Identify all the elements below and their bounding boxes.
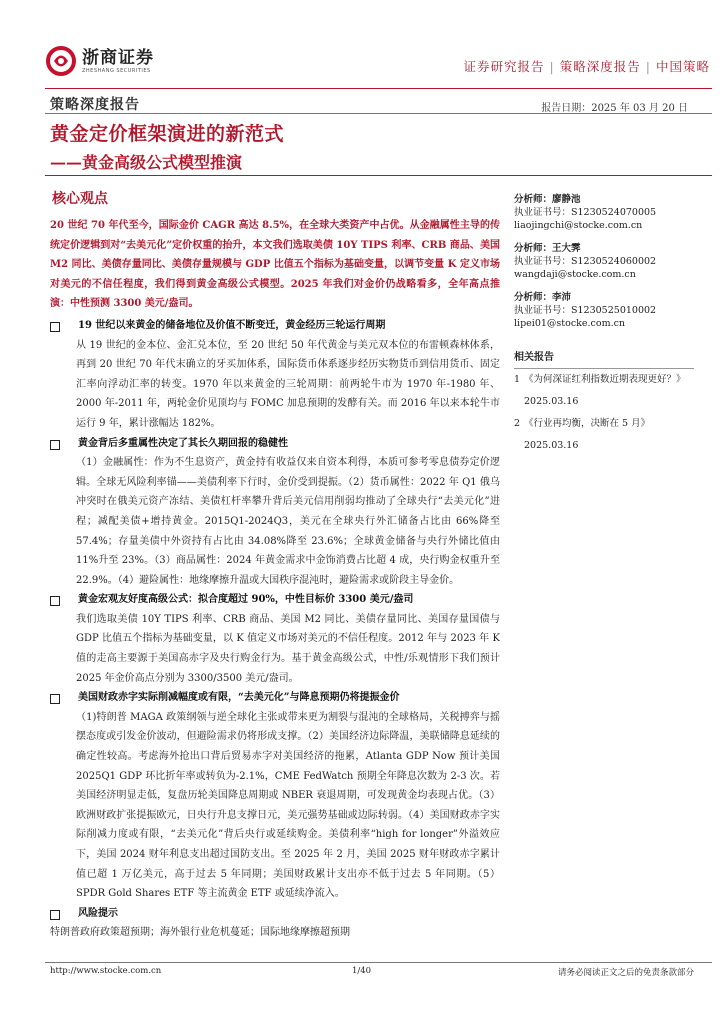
analyst-cert: 执业证书号：S1230525010002 <box>514 305 657 316</box>
bullet-point <box>50 688 500 708</box>
bullet-point <box>50 434 500 454</box>
risk-warning <box>50 904 500 924</box>
related-report-number: 1 <box>514 374 521 385</box>
bullet-title: 美国财政赤字实际削减幅度或有限，“去美元化”与降息预期仍将提振金价 <box>78 692 400 704</box>
report-date: 报告日期：2025 年 03 月 20 日 <box>541 103 688 114</box>
square-bullet-icon <box>50 910 60 920</box>
document-type: 策略深度报告 <box>50 97 140 113</box>
header-divider <box>45 88 712 89</box>
analyst-name: 分析师：王大霁 <box>514 243 581 254</box>
bullet-body: （1)特朗普 MAGA 政策纲领与逆全球化主张或带来更为割裂与混沌的全球格局，关税搏弈与摇摆态度或引发金价波动，但避险需求仍将形成支撑。（2）美国经济边际降温，美联储降息延续的确定性较高。考虑海外抢出口背后贸易赤字对美国经济的拖累，Atlanta GDP Now 预计美国 2025Q1 GDP 环比折年率或转负为-2.1%，CME FedWatch 预期全年降息次数为 2-3 次。若美国经济明显走低，复盘历轮美国降息周期或 NBER 衰退周期，可发现黄金均表现占优。（3）欧洲财政扩张提振欧元，日央行升息支撑日元，美元强势基础或边际转弱。（4）美国财政赤字实际削减力度或有限，“去美元化”背后央行或延续购金。美债利率“high for longer”外溢效应下，美国 2024 财年利息支出超过国防支出。至 2025 年 2 月，美国 2025 财年财政赤字累计值已超 1 万亿美元，高于过去 5 年同期；美国财政累计支出亦不低于过去 5 年同期。（5）SPDR Gold Shares ETF 等主流黄金 ETF 或延续净流入。 <box>76 711 500 900</box>
report-category-nav: 证券研究报告 | 策略深度报告 | 中国策略 <box>463 59 710 74</box>
nav-securities-research: 证券研究报告 <box>463 59 545 74</box>
square-bullet-icon <box>50 596 60 606</box>
footer-url[interactable]: http://www.stocke.com.cn <box>50 966 162 976</box>
analyst-card <box>514 193 694 232</box>
square-bullet-icon <box>50 322 60 332</box>
related-reports-heading: 相关报告 <box>514 348 694 369</box>
analyst-name: 分析师：李沛 <box>514 292 572 303</box>
sidebar <box>514 193 694 457</box>
related-report-date: 2025.03.16 <box>524 396 579 407</box>
related-report-item[interactable] <box>514 413 694 435</box>
logo-name-en: ZHESHANG SECURITIES <box>82 67 151 74</box>
footer-divider <box>45 962 712 963</box>
related-report-item[interactable] <box>514 369 694 391</box>
doctype-divider <box>45 113 712 114</box>
analyst-email[interactable]: liaojingchi@stocke.com.cn <box>514 220 643 231</box>
risk-warning-title: 风险提示 <box>78 907 118 919</box>
analyst-card <box>514 242 694 281</box>
core-views-heading: 核心观点 <box>52 191 108 207</box>
bullet-point <box>50 590 500 610</box>
bullet-title: 黄金宏观友好度高级公式：拟合度超过 90%，中性目标价 3300 美元/盎司 <box>78 594 414 606</box>
related-report-date: 2025.03.16 <box>524 440 579 451</box>
bullet-body: （1）金融属性：作为不生息资产，黄金持有收益仅来自资本利得，本质可参考零息债券定价逻辑。全球无风险利率锚——美债利率下行时，金价受到提振。（2）货币属性：2022 年 Q1 俄乌冲突时在俄美元资产冻结、美债杠杆率攀升背后美元信用削弱均推动了全球央行“去美元化”进程；减配美债+增持黄金。2015Q1-2024Q3，美元在全球央行外汇储备占比由 66%降至 57.4%；存量美债中外资持有占比由 34.08%降至 23.6%；全球黄金储备与央行外储比值由 11%升至 23%。（3）商品属性：2024 年黄金需求中金饰消费占比超 4 成，央行购金权重升至 22.9%。（4）避险属性：地缘摩擦升温或大国秩序混沌时，避险需求或阶段主导金价。 <box>76 457 500 586</box>
related-report-title[interactable]: 《行业再均衡，决断在 5 月》 <box>524 418 651 429</box>
related-report-number: 2 <box>514 418 521 429</box>
summary-paragraph: 20 世纪 70 年代至今，国际金价 CAGR 高达 8.5%，在全球大类资产中占优。从金融属性主导的传统定价逻辑到对“去美元化”定价权重的抬升，本文我们选取美债 10Y TIPS 利率、CRB 商品、美国 M2 同比、美债存量同比、美债存量规模与 GDP 比值五个指标为基础变量，以调节变量 K 定义市场对美元的不信任程度，我们得到黄金高级公式模型。2025 年我们对金价仍战略看多，全年高点推演：中性预测 3300 美元/盎司。 <box>50 220 500 310</box>
company-logo <box>46 46 154 76</box>
core-views-section <box>50 188 500 943</box>
title-divider <box>45 175 712 176</box>
bullet-title: 黄金背后多重属性决定了其长久期回报的稳健性 <box>78 437 288 449</box>
risk-warning-body: 特朗普政府政策超预期；海外银行业危机蔓延；国际地缘摩擦超预期 <box>50 927 350 939</box>
logo-swirl-icon <box>46 46 76 76</box>
related-report-title[interactable]: 《为何深证红利指数近期表现更好？》 <box>524 374 686 385</box>
square-bullet-icon <box>50 694 60 704</box>
analyst-cert: 执业证书号：S1230524070005 <box>514 207 657 218</box>
analyst-email[interactable]: lipei01@stocke.com.cn <box>514 318 626 329</box>
nav-china-strategy: 中国策略 <box>655 59 710 74</box>
bullet-body: 我们选取美债 10Y TIPS 利率、CRB 商品、美国 M2 同比、美债存量同比、美国存量国债与 GDP 比值五个指标为基础变量，以 K 值定义市场对美元的不信任程度。2012 年与 2023 年 K 值的走高主要源于美国高赤字及央行购金行为。基于黄金高级公式，中性/乐观情形下我们预计 2025 年金价高点分别为 3300/3500 美元/盎司。 <box>76 613 500 684</box>
bullet-body: 从 19 世纪的金本位、金汇兑本位，至 20 世纪 50 年代黄金与美元双本位的布雷顿森林体系，再到 20 世纪 70 年代末确立的牙买加体系，国际货币体系逐步经历实物货币到信用货币、固定汇率向浮动汇率的转变。1970 年以来黄金的三轮周期：前两轮牛市为 1970 年-1980 年、2000 年-2011 年，两轮金价见顶均与 FOMC 加息预期的发酵有关。而 2016 年以来本轮牛市运行 9 年，累计涨幅达 182%。 <box>76 339 500 429</box>
nav-strategy-depth: 策略深度报告 <box>559 59 641 74</box>
analyst-card <box>514 291 694 330</box>
analyst-email[interactable]: wangdaji@stocke.com.cn <box>514 269 636 280</box>
analyst-name: 分析师：廖静池 <box>514 194 581 205</box>
report-subtitle: ——黄金高级公式模型推演 <box>50 153 243 172</box>
square-bullet-icon <box>50 440 60 450</box>
bullet-point <box>50 316 500 336</box>
page-number: 1/40 <box>352 966 372 976</box>
bullet-title: 19 世纪以来黄金的储备地位及价值不断变迁，黄金经历三轮运行周期 <box>78 319 386 331</box>
footer-disclaimer: 请务必阅读正文之后的免责条款部分 <box>557 968 694 978</box>
analyst-cert: 执业证书号：S1230524060002 <box>514 256 657 267</box>
logo-name-cn: 浙商证券 <box>82 47 154 68</box>
report-title: 黄金定价框架演进的新范式 <box>50 123 285 145</box>
